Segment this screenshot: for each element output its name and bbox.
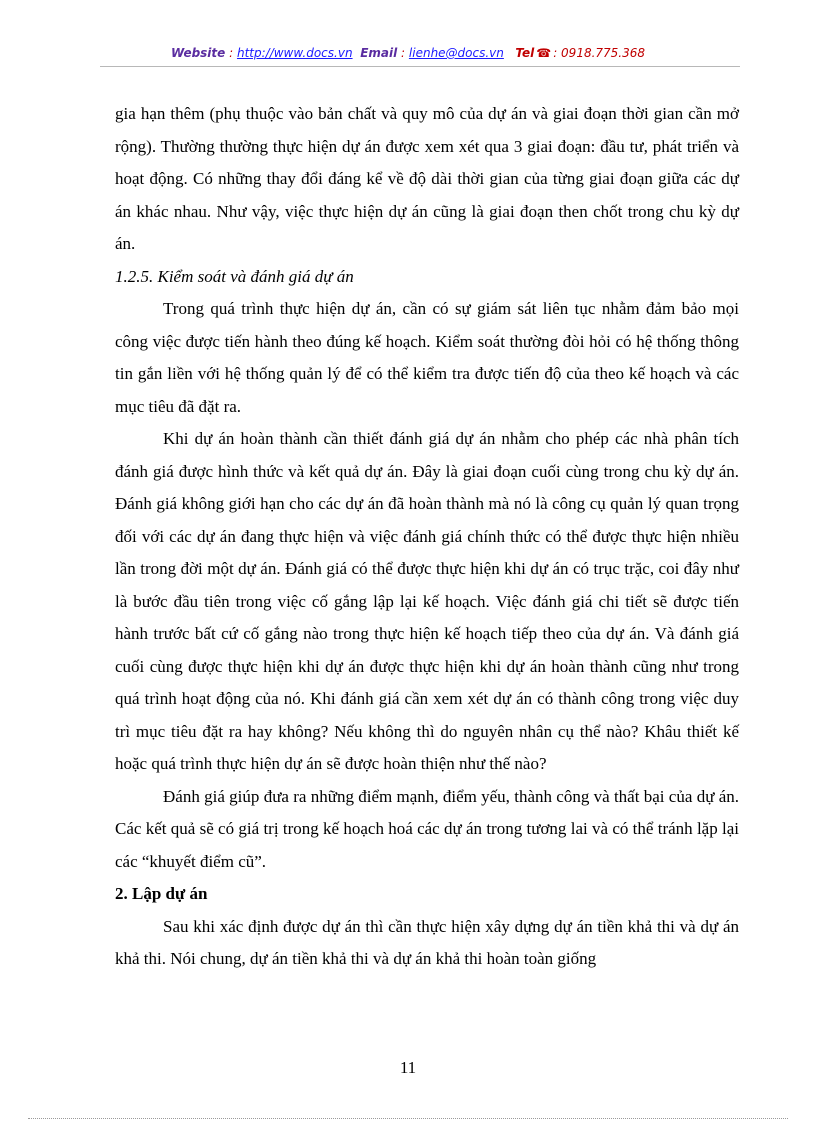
page-number: 11 <box>399 1058 417 1077</box>
page-body <box>115 98 739 976</box>
email-separator: : <box>397 46 409 60</box>
paragraph-strengths: Đánh giá giúp đưa ra những điểm mạnh, điểm yếu, thành công và thất bại của dự án. Các kết quả sẽ có giá trị trong kế hoạch hoá các dự án trong tương lai và có thể tránh lặp lại các “khuyết điểm cũ”. <box>115 786 739 871</box>
paragraph-project-setup: Sau khi xác định được dự án thì cần thực hiện xây dựng dự án tiền khả thi và dự án khả thi. Nói chung, dự án tiền khả thi và dự án khả thi hoàn toàn giống <box>115 916 739 968</box>
website-separator: : <box>225 46 237 60</box>
paragraph-control: Trong quá trình thực hiện dự án, cần có sự giám sát liên tục nhằm đảm bảo mọi công việc được tiến hành theo đúng kế hoạch. Kiểm soát thường đòi hỏi có hệ thống thông tin gắn liền với hệ thống quản lý để có thể kiểm tra được tiến độ của theo kế hoạch và các mục tiêu đã đặt ra. <box>115 299 739 416</box>
paragraph-continuation: gia hạn thêm (phụ thuộc vào bản chất và quy mô của dự án và giai đoạn thời gian cần mở rộng). Thường thường thực hiện dự án được xem xét qua 3 giai đoạn: đầu tư, phát triển và hoạt động. Có những thay đổi đáng kể về độ dài thời gian của từng giai đoạn giữa các dự án khác nhau. Như vậy, việc thực hiện dự án cũng là giai đoạn then chốt trong chu kỳ dự án. <box>115 104 739 253</box>
section-heading-project-setup: 2. Lập dự án <box>115 884 208 903</box>
phone-icon: ☎ <box>536 46 552 60</box>
website-link[interactable]: http://www.docs.vn <box>236 46 353 60</box>
page-header <box>0 46 816 60</box>
paragraph-evaluation: Khi dự án hoàn thành cần thiết đánh giá dự án nhằm cho phép các nhà phân tích đánh giá được hình thức và kết quả dự án. Đây là giai đoạn cuối cùng trong chu kỳ dự án. Đánh giá không giới hạn cho các dự án đã hoàn thành mà nó là công cụ quản lý quan trọng đối với các dự án đang thực hiện và việc đánh giá chính thức có thể được thực hiện nhiều lần trong đời một dự án. Đánh giá có thể được thực hiện khi dự án có trục trặc, coi đây như là bước đầu tiên trong việc cố gắng lập lại kế hoạch. Việc đánh giá chi tiết sẽ được tiến hành trước bất cứ cố gắng nào trong thực hiện kế hoạch tiếp theo của dự án. Và đánh giá cuối cùng được thực hiện khi dự án được thực hiện khi dự án hoàn thành cũng như trong quá trình hoạt động của nó. Khi đánh giá cần xem xét dự án có thành công trong việc duy trì mục tiêu đặt ra hay không? Nếu không thì do nguyên nhân cụ thể nào? Khâu thiết kế hoặc quá trình thực hiện dự án sẽ được hoàn thiện như thế nào? <box>115 429 739 773</box>
email-link[interactable]: lienhe@docs.vn <box>408 46 504 60</box>
footer-divider <box>28 1118 788 1119</box>
email-label: Email <box>360 46 398 60</box>
tel-value: : 0918.775.368 <box>553 46 646 60</box>
website-label: Website <box>170 46 226 60</box>
header-divider <box>100 66 740 67</box>
tel-label: Tel <box>515 46 535 60</box>
subheading-control-evaluation: 1.2.5. Kiểm soát và đánh giá dự án <box>115 266 354 286</box>
